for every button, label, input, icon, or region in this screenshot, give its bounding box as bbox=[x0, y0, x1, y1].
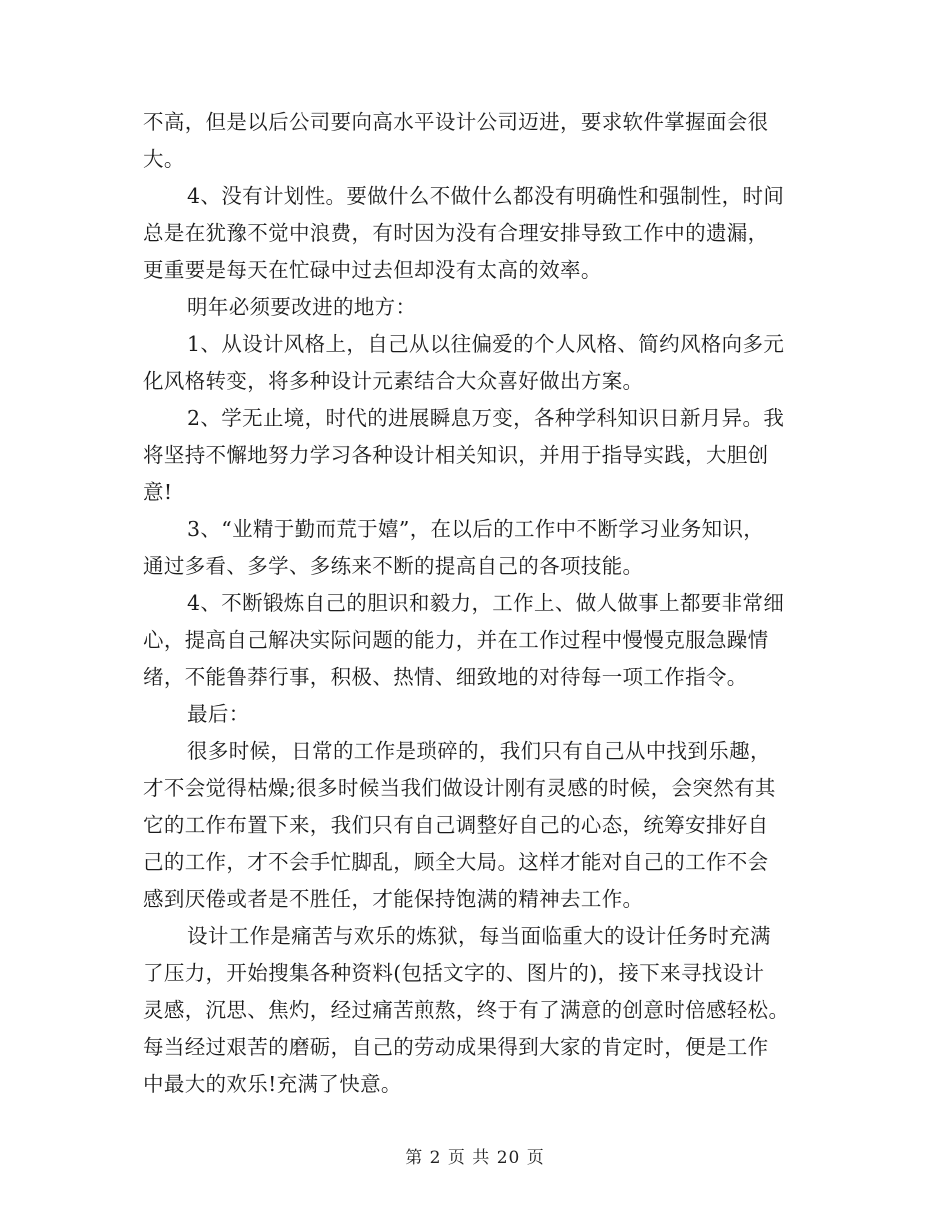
text-line: 4、没有计划性。要做什么不做什么都没有明确性和强制性，时间 bbox=[187, 184, 785, 208]
paragraph bbox=[143, 696, 813, 733]
text-line: 很多时候，日常的工作是琐碎的，我们只有自己从中找到乐趣， bbox=[187, 739, 771, 763]
paragraph bbox=[143, 511, 813, 585]
paragraph bbox=[143, 104, 813, 178]
paragraph bbox=[143, 178, 813, 289]
paragraph bbox=[143, 289, 813, 326]
text-line: 心，提高自己解决实际问题的能力，并在工作过程中慢慢克服急躁情 bbox=[143, 628, 769, 652]
text-line: 1、从设计风格上，自己从以往偏爱的个人风格、简约风格向多元 bbox=[187, 332, 785, 356]
text-line: 中最大的欢乐!充满了快意。 bbox=[143, 1072, 402, 1096]
text-line: 明年必须要改进的地方： bbox=[187, 295, 417, 319]
text-line: 己的工作，才不会手忙脚乱，顾全大局。这样才能对自己的工作不会 bbox=[143, 850, 769, 874]
paragraph bbox=[143, 400, 813, 511]
page-footer: 第 2 页 共 20 页 bbox=[405, 1148, 545, 1168]
text-line: 意! bbox=[143, 480, 173, 504]
document-body bbox=[143, 104, 813, 1103]
text-line: 它的工作布置下来，我们只有自己调整好自己的心态，统筹安排好自 bbox=[143, 813, 769, 837]
paragraph bbox=[143, 326, 813, 400]
text-line: 2、学无止境，时代的进展瞬息万变，各种学科知识日新月异。我 bbox=[187, 406, 785, 430]
paragraph bbox=[143, 733, 813, 918]
text-line: 化风格转变，将多种设计元素结合大众喜好做出方案。 bbox=[143, 369, 644, 393]
text-line: 才不会觉得枯燥;很多时候当我们做设计刚有灵感的时候，会突然有其 bbox=[143, 776, 776, 800]
text-line: 4、不断锻炼自己的胆识和毅力，工作上、做人做事上都要非常细 bbox=[187, 591, 785, 615]
text-line: 感到厌倦或者是不胜任，才能保持饱满的精神去工作。 bbox=[143, 887, 644, 911]
text-line: 每当经过艰苦的磨砺，自己的劳动成果得到大家的肯定时，便是工作 bbox=[143, 1035, 769, 1059]
text-line: 不高，但是以后公司要向高水平设计公司迈进，要求软件掌握面会很 bbox=[143, 110, 769, 134]
text-line: 将坚持不懈地努力学习各种设计相关知识，并用于指导实践，大胆创 bbox=[143, 443, 769, 467]
text-line: 设计工作是痛苦与欢乐的炼狱，每当面临重大的设计任务时充满 bbox=[187, 924, 771, 948]
paragraph bbox=[143, 585, 813, 696]
text-line: 更重要是每天在忙碌中过去但却没有太高的效率。 bbox=[143, 258, 602, 282]
text-line: 绪，不能鲁莽行事，积极、热情、细致地的对待每一项工作指令。 bbox=[143, 665, 748, 689]
text-line: 灵感，沉思、焦灼，经过痛苦煎熬，终于有了满意的创意时倍感轻松。 bbox=[143, 998, 790, 1022]
text-line: 通过多看、多学、多练来不断的提高自己的各项技能。 bbox=[143, 554, 644, 578]
text-line: 大。 bbox=[143, 147, 185, 171]
text-line: 了压力，开始搜集各种资料(包括文字的、图片的)，接下来寻找设计 bbox=[143, 961, 765, 985]
text-line: 3、“业精于勤而荒于嬉”，在以后的工作中不断学习业务知识， bbox=[187, 517, 765, 541]
text-line: 最后： bbox=[187, 702, 250, 726]
text-line: 总是在犹豫不觉中浪费，有时因为没有合理安排导致工作中的遗漏， bbox=[143, 221, 769, 245]
paragraph bbox=[143, 918, 813, 1103]
